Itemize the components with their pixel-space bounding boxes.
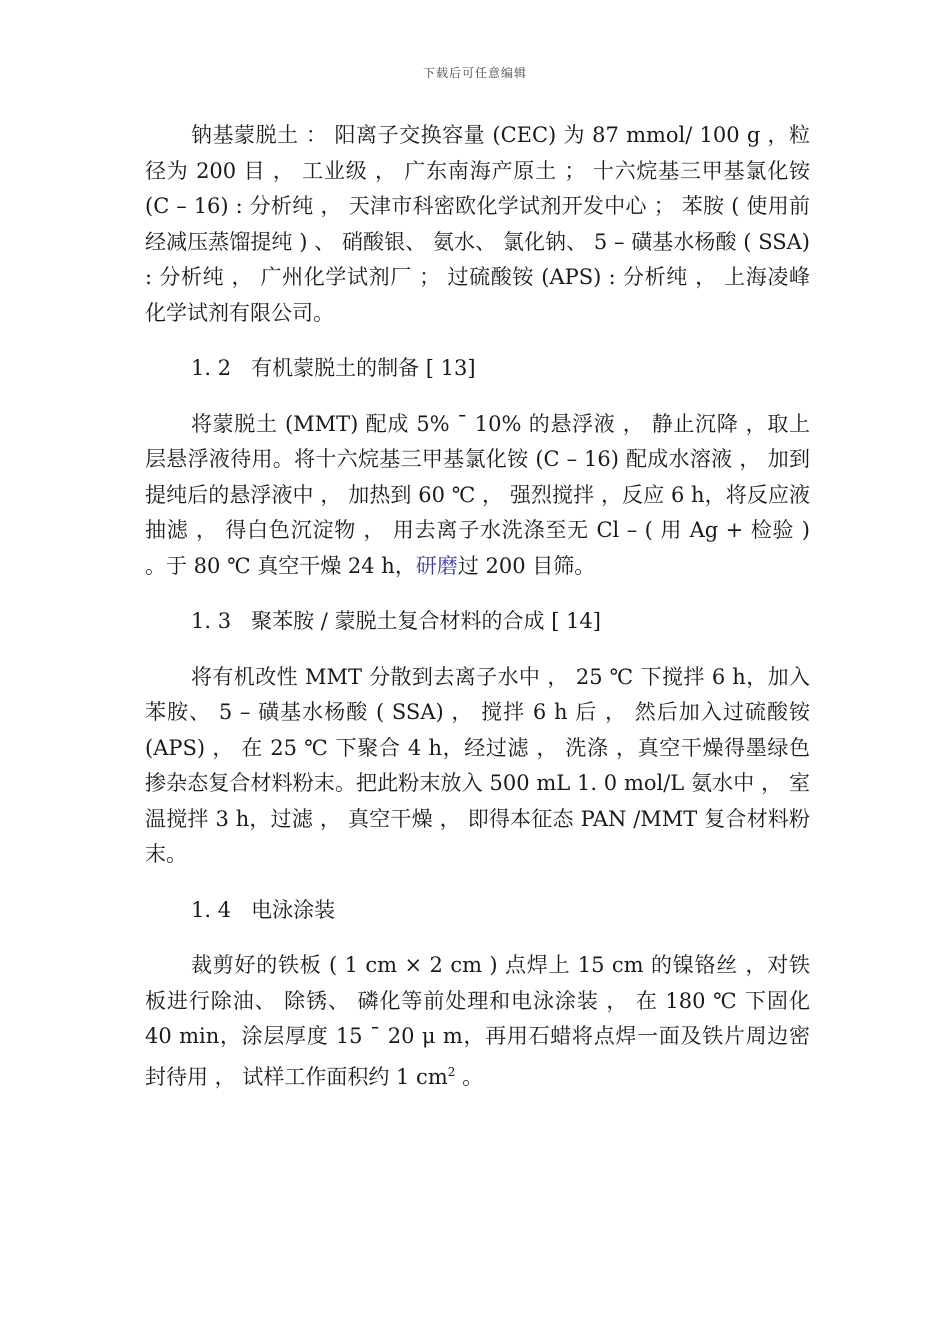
paragraph-text: 。 bbox=[455, 1064, 484, 1089]
paragraph-materials: 钠基蒙脱土 ： 阳离子交换容量 (CEC) 为 87 mmol/ 100 g ，粒径为 200 目 ， 工业级 ， 广东南海产原土 ； 十六烷基三甲基氯化铵 (C – 16) : 分析纯 ， 天津市科密欧化学试剂开发中心 ； 苯胺 ( 使用前经减压蒸馏提纯 ) 、 硝酸银、 氨水、 氯化钠、 5 – 磺基水杨酸 ( SSA) : 分析纯 ， 广州化学试剂厂 ； 过硫酸铵 (APS) : 分析纯 ， 上海凌峰化学试剂有限公司。 bbox=[145, 123, 810, 325]
document-body bbox=[145, 118, 810, 1115]
page-header: 下载后可任意编辑 bbox=[422, 66, 527, 80]
paragraph-text: 过 200 目筛。 bbox=[457, 553, 596, 578]
section-heading-1-3: 1. 3 聚苯胺 / 蒙脱土复合材料的合成 [ 14] bbox=[191, 609, 601, 633]
grinding-link[interactable]: 研磨 bbox=[415, 553, 458, 578]
superscript-exponent: 2 bbox=[447, 1064, 456, 1079]
section-heading-1-2: 1. 2 有机蒙脱土的制备 [ 13] bbox=[191, 356, 476, 380]
paragraph-organic-mmt-preparation bbox=[145, 407, 810, 585]
paragraph-text: 将蒙脱土 (MMT) 配成 5% ¯ 10% 的悬浮液 ， 静止沉降 ，取上层悬浮液待用。将十六烷基三甲基氯化铵 (C – 16) 配成水溶液 ， 加到提纯后的悬浮液中 ， 加热到 60 ℃ ， 强烈搅拌 ，反应 6 h，将反应液抽滤 ， 得白色沉淀物 ， 用去离子水洗涤至无 Cl – ( 用 Ag + 检验 ) 。于 80 ℃ 真空干燥 24 h， bbox=[145, 411, 810, 578]
section-heading-1-4: 1. 4 电泳涂装 bbox=[191, 897, 336, 922]
paragraph-electrophoretic-coating bbox=[145, 948, 810, 1095]
paragraph-composite-synthesis: 将有机改性 MMT 分散到去离子水中 ， 25 ℃ 下搅拌 6 h，加入苯胺、 5 – 磺基水杨酸 ( SSA) ， 搅拌 6 h 后 ， 然后加入过硫酸铵 (APS) ， 在 25 ℃ 下聚合 4 h，经过滤 ， 洗涤 ，真空干燥得墨绿色掺杂态复合材料粉末。把此粉末放入 500 mL 1. 0 mol/L 氨水中 ， 室温搅拌 3 h，过滤 ， 真空干燥 ， 即得本征态 PAN /MMT 复合材料粉末。 bbox=[145, 664, 810, 866]
paragraph-text: 裁剪好的铁板 ( 1 cm × 2 cm ) 点焊上 15 cm 的镍铬丝 ，对铁板进行除油、 除锈、 磷化等前处理和电泳涂装 ， 在 180 ℃ 下固化 40 min，涂层厚度 15 ¯ 20 μ m，再用石蜡将点焊一面及铁片周边密封待用 ， 试样工作面积约 1 cm bbox=[145, 953, 810, 1089]
